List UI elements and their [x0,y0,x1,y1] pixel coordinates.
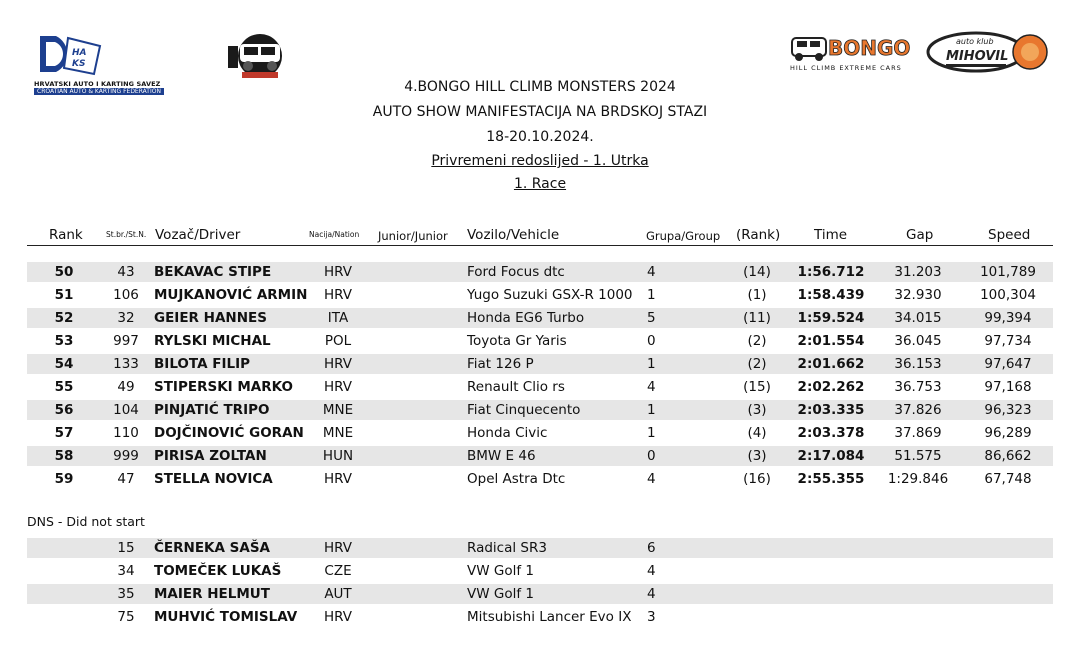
result-row [27,400,1053,420]
cell-time: 2:03.378 [797,425,865,441]
cell-nation: HRV [323,609,353,625]
cell-driver: MAIER HELMUT [154,586,270,602]
cell-rank: 56 [54,402,74,418]
cell-driver: MUJKANOVIĆ ARMIN [154,287,308,303]
cell-driver: MUHVIĆ TOMISLAV [154,609,298,625]
cell-driver: RYLSKI MICHAL [154,333,271,349]
result-row [27,446,1053,466]
cell-group-rank: (4) [747,425,767,441]
cell-speed: 86,662 [984,448,1032,464]
cell-vehicle: Opel Astra Dtc [467,471,566,487]
cell-rank: 58 [54,448,74,464]
cell-group: 6 [647,540,656,556]
cell-nation: HRV [323,264,353,280]
cell-start-no: 34 [117,563,135,579]
cell-gap: 36.753 [894,379,942,395]
cell-vehicle: Renault Clio rs [467,379,565,395]
cell-start-no: 47 [117,471,135,487]
result-row [27,469,1053,489]
cell-group: 0 [647,333,656,349]
cell-vehicle: Fiat Cinquecento [467,402,581,418]
bongo-logo [786,30,920,76]
cell-time: 1:56.712 [797,264,865,280]
col-speed: Speed [988,227,1031,243]
cell-group: 5 [647,310,656,326]
col-nation: Nacija/Nation [309,230,360,239]
col-vehicle: Vozilo/Vehicle [467,227,560,243]
col-rank: Rank [49,227,83,243]
result-row [27,331,1053,351]
cell-group-rank: (1) [747,287,767,303]
cell-vehicle: BMW E 46 [467,448,536,464]
cell-gap: 32.930 [894,287,942,303]
bongo-tagline: HILL CLIMB EXTREME CARS [790,64,902,72]
cell-gap: 37.869 [894,425,942,441]
cell-time: 2:01.554 [797,333,865,349]
cell-gap: 36.045 [894,333,942,349]
cell-gap: 1:29.846 [887,471,949,487]
haks-emblem-icon [34,28,104,80]
cell-rank: 59 [54,471,74,487]
cell-group: 0 [647,448,656,464]
cell-rank: 53 [54,333,74,349]
cell-group: 4 [647,379,656,395]
cell-driver: TOMEČEK LUKAŠ [154,563,282,579]
cell-group: 1 [647,356,656,372]
bongo-wordmark: BONGO [828,36,911,60]
dns-row [27,607,1053,627]
result-row [27,377,1053,397]
cell-vehicle: Mitsubishi Lancer Evo IX [467,609,632,625]
cell-rank: 57 [54,425,74,441]
svg-text:KS: KS [72,59,86,69]
cell-rank: 55 [54,379,74,395]
cell-speed: 101,789 [980,264,1036,280]
hill-climb-monsters-logo [220,30,286,82]
cell-vehicle: VW Golf 1 [467,563,534,579]
cell-speed: 99,394 [984,310,1032,326]
cell-start-no: 15 [117,540,135,556]
result-row [27,308,1053,328]
cell-rank: 50 [54,264,74,280]
mihovil-badge-icon [926,30,1048,74]
cell-nation: AUT [324,586,352,602]
cell-group: 4 [647,563,656,579]
cell-group: 4 [647,586,656,602]
cell-driver: BILOTA FILIP [154,356,250,372]
cell-speed: 96,289 [984,425,1032,441]
cell-driver: ČERNEKA SAŠA [154,540,270,556]
cell-group: 1 [647,425,656,441]
cell-group-rank: (2) [747,333,767,349]
cell-vehicle: Ford Focus dtc [467,264,565,280]
col-driver: Vozač/Driver [155,227,241,243]
cell-nation: MNE [322,425,354,441]
cell-gap: 51.575 [894,448,942,464]
result-row [27,423,1053,443]
cell-start-no: 75 [117,609,135,625]
cell-group-rank: (16) [743,471,771,487]
auto-klub-mihovil-logo [926,30,1048,74]
cell-vehicle: Yugo Suzuki GSX-R 1000 [467,287,633,303]
cell-rank: 54 [54,356,74,372]
cell-start-no: 110 [113,425,139,441]
dns-label: DNS - Did not start [27,514,145,529]
header-divider [27,245,1053,246]
svg-text:auto klub: auto klub [956,37,994,46]
cell-gap: 37.826 [894,402,942,418]
cell-vehicle: Fiat 126 P [467,356,534,372]
cell-vehicle: Honda EG6 Turbo [467,310,585,326]
cell-driver: PIRISA ZOLTAN [154,448,267,464]
cell-gap: 31.203 [894,264,942,280]
result-row [27,262,1053,282]
haks-name-en: CROATIAN AUTO & KARTING FEDERATION [34,88,164,95]
cell-group-rank: (3) [747,448,767,464]
cell-driver: STIPERSKI MARKO [154,379,293,395]
col-gap: Gap [906,227,934,243]
cell-rank: 52 [54,310,74,326]
cell-speed: 97,647 [984,356,1032,372]
cell-driver: STELLA NOVICA [154,471,273,487]
cell-time: 1:58.439 [797,287,865,303]
cell-nation: CZE [324,563,352,579]
dns-row [27,538,1053,558]
cell-start-no: 32 [117,310,135,326]
svg-text:MIHOVIL: MIHOVIL [946,49,1009,64]
cell-nation: HRV [323,471,353,487]
cell-group: 1 [647,287,656,303]
cell-gap: 36.153 [894,356,942,372]
col-time: Time [814,227,848,243]
cell-nation: ITA [327,310,349,326]
cell-time: 1:59.524 [797,310,865,326]
cell-gap: 34.015 [894,310,942,326]
cell-time: 2:55.355 [797,471,865,487]
cell-time: 2:01.662 [797,356,865,372]
cell-group-rank: (15) [743,379,771,395]
result-row [27,285,1053,305]
cell-start-no: 104 [113,402,139,418]
cell-group-rank: (2) [747,356,767,372]
cell-speed: 96,323 [984,402,1032,418]
cell-nation: HRV [323,287,353,303]
cell-driver: PINJATIĆ TRIPO [154,402,270,418]
cell-start-no: 133 [113,356,139,372]
cell-driver: BEKAVAC STIPE [154,264,272,280]
event-dates: 18-20.10.2024. [486,129,594,145]
cell-driver: DOJČINOVIĆ GORAN [154,425,304,441]
cell-vehicle: Honda Civic [467,425,548,441]
cell-rank: 51 [54,287,74,303]
race-label: 1. Race [513,176,567,192]
svg-text:HA: HA [72,48,87,58]
bongo-car-icon [786,30,920,64]
cell-nation: POL [324,333,352,349]
cell-driver: GEIER HANNES [154,310,267,326]
dns-row [27,561,1053,581]
cell-start-no: 997 [113,333,139,349]
cell-nation: HRV [323,540,353,556]
col-start-no: St.br./St.N. [106,230,147,239]
cell-group: 4 [647,471,656,487]
cell-start-no: 999 [113,448,139,464]
haks-name: HRVATSKI AUTO I KARTING SAVEZ [34,80,161,88]
cell-start-no: 35 [117,586,135,602]
cell-vehicle: VW Golf 1 [467,586,534,602]
cell-vehicle: Radical SR3 [467,540,547,556]
cell-start-no: 106 [113,287,139,303]
cell-group: 3 [647,609,656,625]
cell-group: 4 [647,264,656,280]
cell-speed: 67,748 [984,471,1032,487]
cell-vehicle: Toyota Gr Yaris [467,333,567,349]
event-title: 4.BONGO HILL CLIMB MONSTERS 2024 [404,79,676,95]
cell-speed: 100,304 [980,287,1036,303]
cell-time: 2:03.335 [797,402,865,418]
dns-row [27,584,1053,604]
cell-time: 2:02.262 [797,379,865,395]
cell-nation: HRV [323,379,353,395]
col-group: Grupa/Group [646,229,721,243]
result-row [27,354,1053,374]
col-junior: Junior/Junior [378,229,448,243]
cell-group: 1 [647,402,656,418]
cell-nation: MNE [322,402,354,418]
cell-time: 2:17.084 [797,448,865,464]
col-group-rank: (Rank) [736,227,781,243]
event-subtitle: AUTO SHOW MANIFESTACIJA NA BRDSKOJ STAZI [372,104,708,120]
cell-nation: HRV [323,356,353,372]
cell-group-rank: (14) [743,264,771,280]
cell-speed: 97,168 [984,379,1032,395]
cell-nation: HUN [322,448,354,464]
monsters-car-icon [220,30,286,82]
cell-speed: 97,734 [984,333,1032,349]
provisional-label: Privremeni redoslijed - 1. Utrka [431,153,649,169]
cell-start-no: 43 [117,264,135,280]
cell-group-rank: (11) [743,310,771,326]
cell-group-rank: (3) [747,402,767,418]
cell-start-no: 49 [117,379,135,395]
